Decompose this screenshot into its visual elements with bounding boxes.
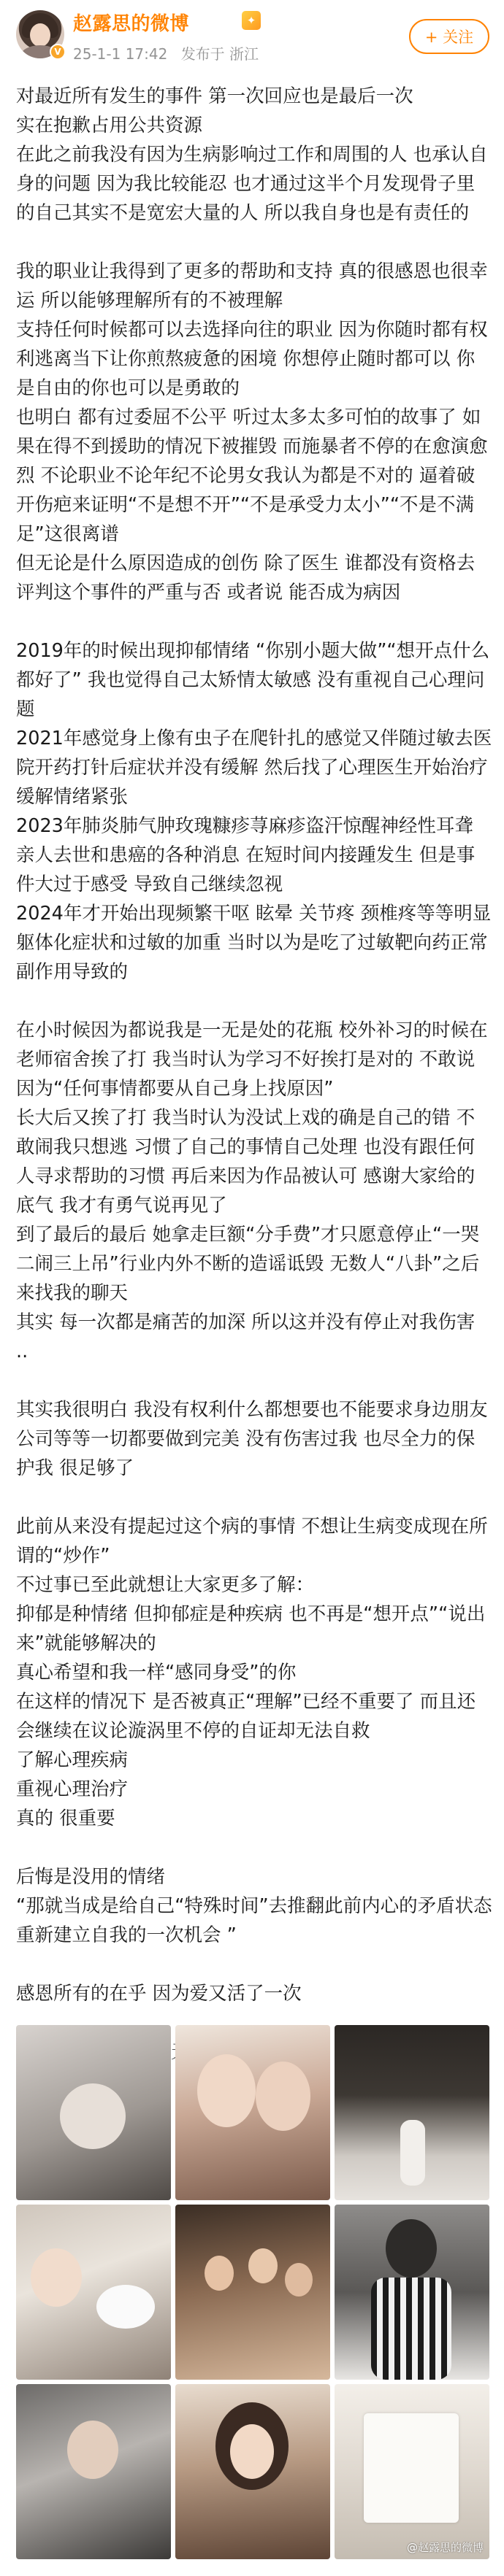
photo-grid xyxy=(16,2025,489,2562)
post-photo-7[interactable] xyxy=(16,2384,171,2559)
post-photo-4[interactable] xyxy=(16,2205,171,2380)
post-paragraph: 对最近所有发生的事件 第一次回应也是最后一次 实在抱歉占用公共资源 在此之前我没有因为生病影响过工作和周围的人 也承认自身的问题 因为我比较能忍 也才通过这半个月发现骨子里的自己其实不是宽宏大量的人 所以我自身也是有责任的 xyxy=(16,85,488,224)
level-badge-icon: ✦ xyxy=(242,11,261,30)
author-name[interactable]: 赵露思的微博 xyxy=(73,13,190,35)
follow-button[interactable]: + 关注 xyxy=(409,19,489,54)
post-paragraph: 此前从来没有提起过这个病的事情 不想让生病变成现在所谓的“炒作” 不过事已至此就想让大家更多了解： 抑郁是种情绪 但抑郁症是种疾病 也不再是“想开点”“说出来”就能够解决的 真心希望和我一样“感同身受”的你 在这样的情况下 是否被真正“理解”已经不重要了 而且还会继续在议论漩涡里不停的自证却无法自救 了解心理疾病 重视心理治疗 真的 很重要 xyxy=(16,1516,488,1829)
post-paragraph: 后悔是没用的情绪 “那就当成是给自己“特殊时间”去推翻此前内心的矛盾状态 重新建立自我的一次机会 ” xyxy=(16,1866,492,1946)
vip-badge-icon: V xyxy=(50,44,66,60)
post-paragraph: 在小时候因为都说我是一无是处的花瓶 校外补习的时候在老师宿舍挨了打 我当时认为学习不好挨打是对的 不敢说 因为“任何事情都要从自己身上找原因” 长大后又挨了打 我当时认为没试上戏的确是自己的错 不敢闹我只想逃 习惯了自己的事情自己处理 也没有跟任何人寻求帮助的习惯 再后来因为作品被认可 感谢大家给的底气 我才有勇气说再见了 到了最后的最后 她拿走巨额“分手费”才只愿意停止“一哭二闹三上吊”行业内外不断的造谣诋毁 无数人“八卦”之后来找我的聊天 其实 每一次都是痛苦的加深 所以这并没有停止对我伤害 .. xyxy=(16,1019,488,1362)
post-photo-2[interactable] xyxy=(175,2025,330,2200)
post-time: 25-1-1 17:42 xyxy=(73,45,168,63)
post-photo-6[interactable] xyxy=(335,2205,489,2380)
post-photo-1[interactable] xyxy=(16,2025,171,2200)
post-header xyxy=(0,0,504,76)
post-paragraph: 2019年的时候出现抑郁情绪 “你别小题大做”“想开点什么都好了” 我也觉得自己太矫情太敏感 没有重视自己心理问题 2021年感觉身上像有虫子在爬针扎的感觉又伴随过敏去医院开药打针后症状并没有缓解 然后找了心理医生开始治疗缓解情绪紧张 2023年肺炎肺气肿玫瑰糠疹荨麻疹盗汗惊醒神经性耳聋 亲人去世和患癌的各种消息 在短时间内接踵发生 但是事件大过于感受 导致自己继续忽视 2024年才开始出现频繁干呕 眩晕 关节疼 颈椎疼等等明显躯体化症状和过敏的加重 当时以为是吃了过敏靶向药正常副作用导致的 xyxy=(16,640,492,983)
watermark: @赵露思的微博 xyxy=(406,2541,484,2554)
post-photo-9[interactable] xyxy=(335,2384,489,2559)
post-body xyxy=(16,82,492,2067)
post-paragraph: 感恩所有的在乎 因为爱又活了一次 xyxy=(16,1983,302,2005)
post-source: 发布于 浙江 xyxy=(180,45,259,63)
post-paragraph: 我的职业让我得到了更多的帮助和支持 真的很感恩也很幸运 所以能够理解所有的不被理解 支持任何时候都可以去选择向往的职业 因为你随时都有权利逃离当下让你煎熬疲惫的困境 你想停止随时都可以 你是自由的你也可以是勇敢的 也明白 都有过委屈不公平 听过太多太多可怕的故事了 如果在得不到援助的情况下被摧毁 而施暴者不停的在愈演愈烈 不论职业不论年纪不论男女我认为都是不对的 逼着破开伤疤来证明“不是想不开”“不是承受力太小”“不是不满足”这很离谱 但无论是什么原因造成的创伤 除了医生 谁都没有资格去评判这个事件的严重与否 或者说 能否成为病因 xyxy=(16,261,488,603)
post-photo-5[interactable] xyxy=(175,2205,330,2380)
post-photo-3[interactable] xyxy=(335,2025,489,2200)
post-photo-8[interactable] xyxy=(175,2384,330,2559)
post-meta xyxy=(73,42,267,63)
post-paragraph: 其实我很明白 我没有权利什么都想要也不能要求身边朋友公司等等一切都要做到完美 没有伤害过我 也尽全力的保护我 很足够了 xyxy=(16,1399,488,1479)
